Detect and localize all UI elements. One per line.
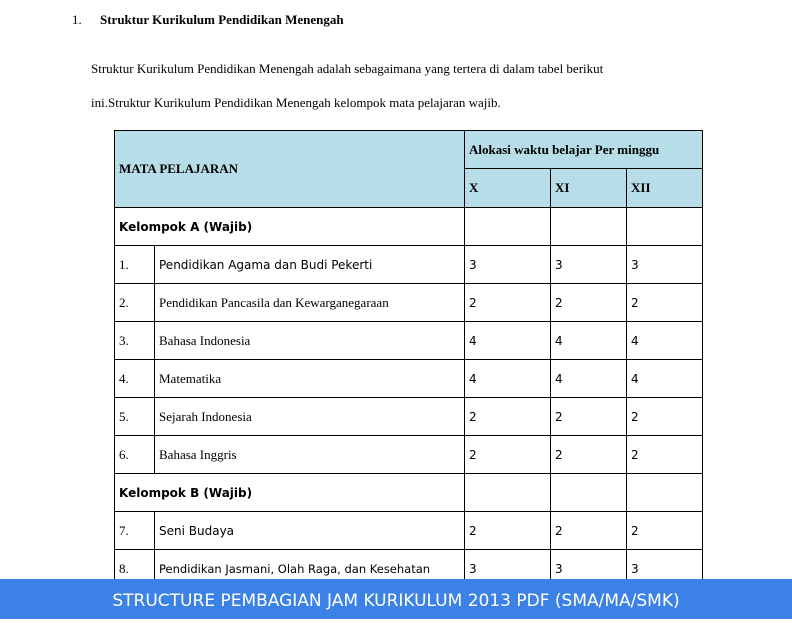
section-title: Struktur Kurikulum Pendidikan Menengah xyxy=(100,12,344,27)
subject-header: MATA PELAJARAN xyxy=(115,131,465,208)
paragraph-line-2: ini.Struktur Kurikulum Pendidikan Menengah kelompok mata pelajaran wajib. xyxy=(91,95,501,110)
section-number: 1. xyxy=(72,12,82,27)
table-row xyxy=(115,360,703,398)
grade-header-xi: XI xyxy=(551,169,627,208)
row-subject: Seni Budaya xyxy=(155,512,465,550)
row-value-xii: 4 xyxy=(627,322,703,360)
row-value-xi: 3 xyxy=(551,550,627,588)
row-value-xi: 3 xyxy=(551,246,627,284)
row-number: 6. xyxy=(115,436,155,474)
row-value-xii: 2 xyxy=(627,284,703,322)
row-subject: Sejarah Indonesia xyxy=(155,398,465,436)
caption-banner: STRUCTURE PEMBAGIAN JAM KURIKULUM 2013 PDF (SMA/MA/SMK) xyxy=(0,579,792,619)
group-b-label: Kelompok B (Wajib) xyxy=(115,474,465,512)
row-subject: Pendidikan Agama dan Budi Pekerti xyxy=(155,246,465,284)
row-number: 5. xyxy=(115,398,155,436)
section-heading xyxy=(72,12,344,28)
row-value-xi: 2 xyxy=(551,284,627,322)
group-row xyxy=(115,474,703,512)
row-subject: Pendidikan Jasmani, Olah Raga, dan Kesehatan xyxy=(155,550,465,588)
row-value-x: 2 xyxy=(465,512,551,550)
table-row xyxy=(115,512,703,550)
row-value-x: 2 xyxy=(465,284,551,322)
row-value-x: 3 xyxy=(465,550,551,588)
row-value-x: 4 xyxy=(465,322,551,360)
table-row xyxy=(115,322,703,360)
time-allocation-header: Alokasi waktu belajar Per minggu xyxy=(465,131,703,169)
table-row xyxy=(115,246,703,284)
row-number: 1. xyxy=(115,246,155,284)
row-value-xii: 2 xyxy=(627,512,703,550)
row-value-xii: 3 xyxy=(627,550,703,588)
row-value-xii: 3 xyxy=(627,246,703,284)
table-row xyxy=(115,284,703,322)
row-value-xi: 2 xyxy=(551,398,627,436)
grade-header-x: X xyxy=(465,169,551,208)
row-value-x: 3 xyxy=(465,246,551,284)
row-value-x: 2 xyxy=(465,436,551,474)
row-number: 2. xyxy=(115,284,155,322)
row-value-xi: 2 xyxy=(551,512,627,550)
row-value-xii: 4 xyxy=(627,360,703,398)
row-number: 3. xyxy=(115,322,155,360)
row-value-xi: 2 xyxy=(551,436,627,474)
group-row xyxy=(115,208,703,246)
table-row xyxy=(115,436,703,474)
grade-header-xii: XII xyxy=(627,169,703,208)
paragraph-line-1: Struktur Kurikulum Pendidikan Menengah adalah sebagaimana yang tertera di dalam tabel berikut xyxy=(91,61,604,76)
row-subject: Pendidikan Pancasila dan Kewarganegaraan xyxy=(155,284,465,322)
row-number: 4. xyxy=(115,360,155,398)
row-value-xi: 4 xyxy=(551,360,627,398)
group-a-label: Kelompok A (Wajib) xyxy=(115,208,465,246)
row-number: 7. xyxy=(115,512,155,550)
row-subject: Matematika xyxy=(155,360,465,398)
row-value-xii: 2 xyxy=(627,436,703,474)
curriculum-table xyxy=(114,130,703,588)
table-row xyxy=(115,398,703,436)
row-value-xi: 4 xyxy=(551,322,627,360)
row-value-xii: 2 xyxy=(627,398,703,436)
row-value-x: 2 xyxy=(465,398,551,436)
row-number: 8. xyxy=(115,550,155,588)
row-value-x: 4 xyxy=(465,360,551,398)
row-subject: Bahasa Inggris xyxy=(155,436,465,474)
row-subject: Bahasa Indonesia xyxy=(155,322,465,360)
